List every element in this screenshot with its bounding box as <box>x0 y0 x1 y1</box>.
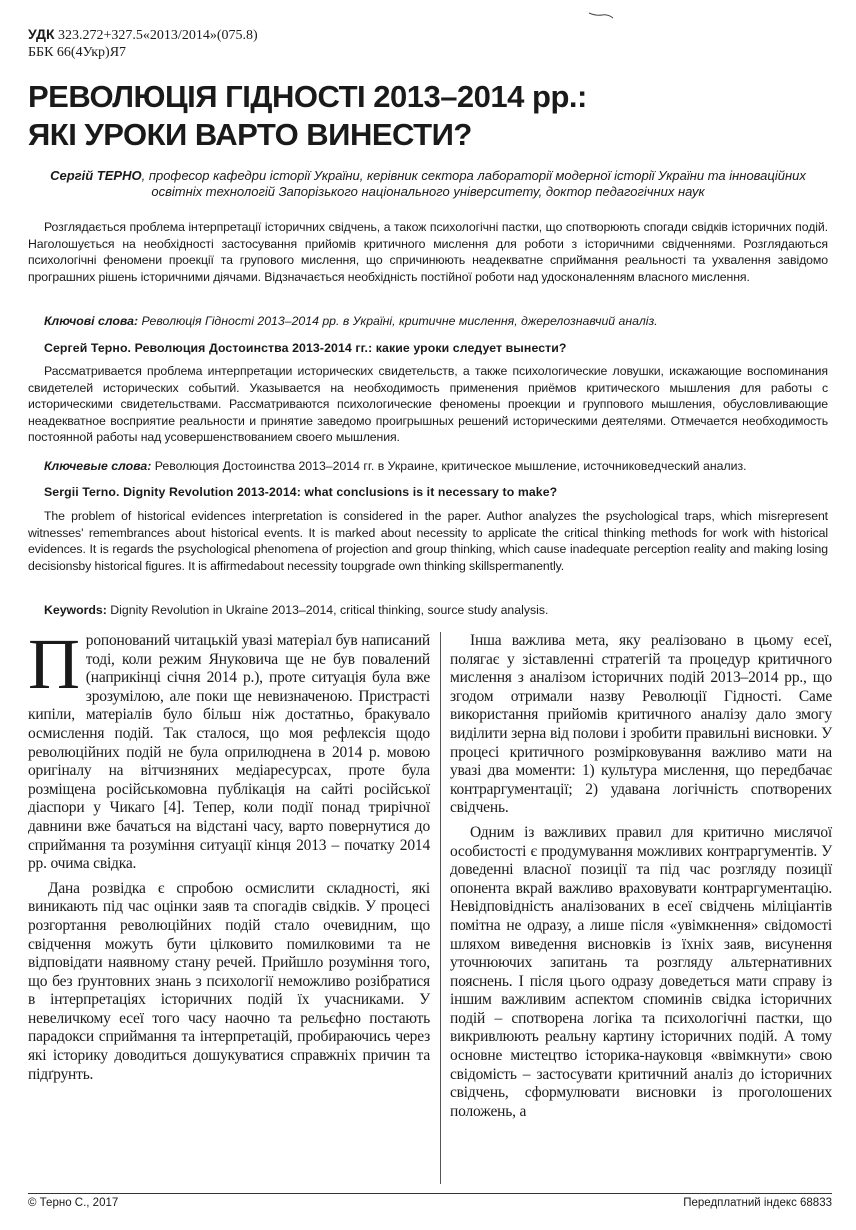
title-line-2: ЯКІ УРОКИ ВАРТО ВИНЕСТИ? <box>28 117 472 152</box>
column-divider <box>440 632 441 1184</box>
footer-subscription-index: Передплатний індекс 68833 <box>683 1197 832 1209</box>
heading-english: Sergii Terno. Dignity Revolution 2013-2014: what conclusions is it necessary to make? <box>44 485 558 499</box>
keywords-english <box>28 602 828 619</box>
body-paragraph: Інша важлива мета, яку реалізовано в цьому есеї, полягає у зіставленні стратегій та процедур критичного мислення з аналізом історичних подій 2013–2014 рр., що згодом отримали назву Революції Гідності. Саме використання прийомів критичного аналізу дало змогу виділити зерна від полови і зробити правильні висновки. У процесі критичного розмірковування важливо мати на увазі два моменти: 1) культура мислення, що передбачає контраргументації; 2) удавана логічність спотворених свідчень. <box>450 632 832 817</box>
body-column-right <box>450 632 832 1127</box>
keywords-ru-text: Революция Достоинства 2013–2014 гг. в Украине, критическое мышление, источниковедческий анализ. <box>151 459 747 473</box>
keywords-ua-label: Ключові слова: <box>44 314 139 328</box>
author-name: Сергій ТЕРНО <box>50 168 142 183</box>
abstract-russian: Рассматривается проблема интерпретации исторических свидетельств, а также психологические ловушки, искажающие воспоминания свидетелей исторических событий. Указывается на необходимость применения приёмов критического мышления для работы с историческими свидетельствами. Рассматриваются психологические феномены проекции и группового мышления, обусловливающие неадекватное восприятие реальности и принятие заведомо проигрышных решений историческими деятелями. Отмечается необходимость постоянной работы над усовершенствованием своего мышления. <box>28 364 828 444</box>
keywords-en-text: Dignity Revolution in Ukraine 2013–2014, critical thinking, source study analysis. <box>106 603 549 617</box>
udk-value: 323.272+327.5«2013/2014»(075.8) <box>54 28 258 43</box>
author-block <box>28 168 828 200</box>
classification-codes <box>28 26 258 61</box>
bbk-code: ББК 66(4Укр)Я7 <box>28 45 127 60</box>
heading-russian: Сергей Терно. Революция Достоинства 2013-2014 гг.: какие уроки следует вынести? <box>44 341 567 355</box>
title-line-1: РЕВОЛЮЦІЯ ГІДНОСТІ 2013–2014 рр.: <box>28 79 587 114</box>
body-paragraph: Дана розвідка є спробою осмислити складності, які виникають під час оцінки заяв та спогадів свідків. У процесі розгортання революційних подій стало очевидним, що свідчення можуть бути цілковито помилковими та не відповідати наявному стану речей. Прийшло розуміння того, що без ґрунтовних знань з психології неможливо розібратися в інтерпретаціях історичних подій їх учасниками. У невеличкому есеї того часу наочно та рельєфно постають парадокси сприймання та інтерпретацій, пробираючись через які історику доводиться дошукуватися справжніх причин та підґрунть. <box>28 879 430 1083</box>
pen-mark-decoration <box>588 10 614 20</box>
body-column-left <box>28 624 430 1090</box>
keywords-ru-label: Ключевые слова: <box>44 459 152 473</box>
footer-copyright: © Терно С., 2017 <box>28 1197 119 1209</box>
abstract-ukrainian: Розглядається проблема інтерпретації історичних свідчень, а також психологічні пастки, що спотворюють спогади свідків історичних подій. Наголошується на необхідності застосування прийомів критичного мислення для роботи з історичними свідченнями. Розглядаються психологічні феномени проекції та групового мислення, що спричинюють неадекватне сприймання реальності та ухвалення завідомо програшних рішень історичними діячами. Відзначається необхідність постійної роботи над удосконаленням власного мислення. <box>28 220 828 284</box>
keywords-russian <box>28 458 828 475</box>
body-paragraph: Пропонований читацькій увазі матеріал був написаний тоді, коли режим Януковича ще не був повалений (наприкінці січня 2014 р.), проте ситуація була вже зрозумілою, але поки ще невизначеною. Пристрасті кипіли, матеріалів було більш ніж достатньо, бракувало осмислення подій. Так сталося, що моя рефлексія щодо революційних подій не була оприлюднена в 2014 р. мовою оригіналу на вітчизняних медіаресурсах, проте була розміщена російськомовна публікація на сайті російської діаспори у Чикаго [4]. Тепер, коли події понад трирічної давнини вже бачаться на відстані часу, варто повернутися до сприймання та розуміння ситуації кінця 2013 – початку 2014 рр. очима свідка. <box>28 624 430 873</box>
udk-label: УДК <box>28 26 55 42</box>
abstract-english: The problem of historical evidences interpretation is considered in the paper. Author analyzes the psychological traps, which misrepresent witnesses' remembrances about historical events. It is marked about necessity to applicate the critical thinking methods for work with historical evidences. It is regards the psychological phenomena of projection and group thinking, which cause inadequate perception reality and making losing decisionsby historical figures. It is affirmedabout necessity toupgrade own thinking skillspermanently. <box>28 509 828 573</box>
keywords-en-label: Keywords: <box>44 603 107 617</box>
footer-divider <box>28 1193 832 1194</box>
author-affiliation: , професор кафедри історії України, керівник сектора лабораторії модерної історії України та інноваційних освітніх технологій Запорізького національного університету, доктор педагогічних наук <box>141 168 806 199</box>
body-paragraph: Одним із важливих правил для критично мислячої особистості є продумування можливих контраргументів. У доведенні власної позиції та під час розгляду позиції опонента вкрай важливо враховувати контраргументацію. Невідповідність аналізованих в есеї свідчень міліціантів помітна не одразу, а лише після «увімкнення» свідомості шляхом виведення висновків із їхніх заяв, висунення уточнюючих запитань та розгляду альтернативних пояснень. І після цього одразу доведеться мати справу із іншим важливим аспектом споминів свідка історичних подій – спотворена логіка та психологічні пастки, що викривлюють реальну картину історичних подій. А тому основне мистецтво історика-науковця «ввімкнути» свою свідомість – застосувати критичний аналіз до історичних свідчень, сформулювати висновки із проголошених положень, а <box>450 823 832 1120</box>
keywords-ukrainian <box>28 313 828 330</box>
keywords-ua-text: Революція Гідності 2013–2014 рр. в Україні, критичне мислення, джерелознавчий аналіз. <box>138 314 658 328</box>
drop-cap: П <box>28 624 80 704</box>
article-title <box>28 78 828 154</box>
